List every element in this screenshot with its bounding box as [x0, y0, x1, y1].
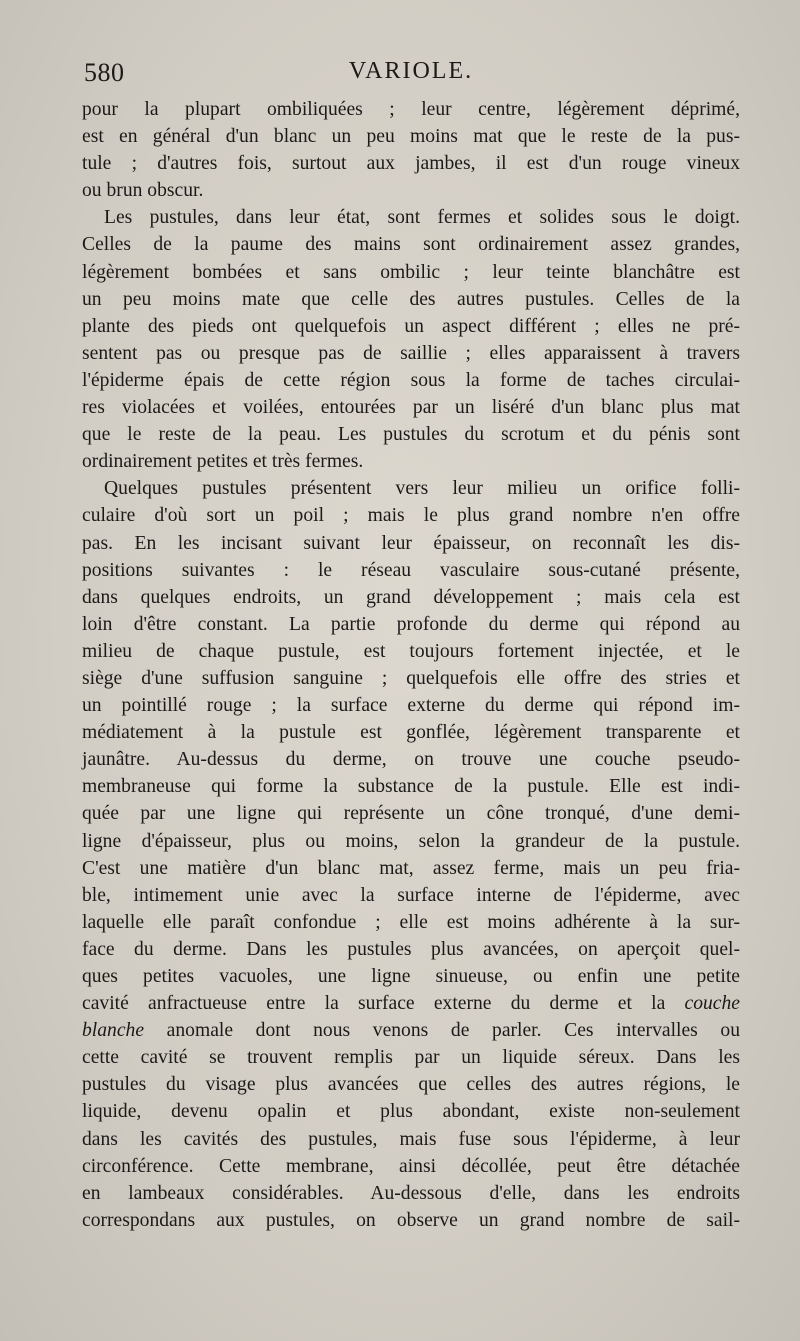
text-line: Les pustules, dans leur état, sont fermes et solides sous le doigt.: [104, 207, 740, 229]
text-line: siège d'une suffusion sanguine ; quelquefois elle offre des stries et: [82, 667, 740, 689]
text-line: dans quelques endroits, un grand développement ; mais cela est: [82, 586, 740, 608]
text-line: liquide, devenu opalin et plus abondant, existe non-seulement: [82, 1101, 740, 1123]
text-line: ou brun obscur.: [82, 180, 204, 202]
text-line: ques petites vacuoles, une ligne sinueuse, ou enfin une petite: [82, 966, 740, 987]
italic-term: couche: [684, 993, 740, 1015]
text-line: pour la plupart ombiliquées ; leur centre, légèrement déprimé,: [82, 99, 740, 120]
text-line: l'épiderme épais de cette région sous la forme de taches circulai-: [82, 369, 740, 391]
italic-term: blanche: [82, 1020, 145, 1042]
text-line: légèrement bombées et sans ombilic ; leur teinte blanchâtre est: [82, 261, 740, 283]
text-line: un pointillé rouge ; la surface externe du derme qui répond im-: [82, 695, 740, 717]
text-line: que le reste de la peau. Les pustules du scrotum et du pénis sont: [82, 424, 740, 446]
text-line: positions suivantes : le réseau vasculaire sous-cutané présente,: [82, 559, 740, 581]
text-line: plante des pieds ont quelquefois un aspect différent ; elles ne pré-: [82, 315, 740, 337]
text-line: est en général d'un blanc un peu moins mat que le reste de la pus-: [82, 126, 740, 148]
text-line: [82, 990, 740, 1017]
text-line: Quelques pustules présentent vers leur milieu un orifice folli-: [104, 478, 740, 500]
text-line: milieu de chaque pustule, est toujours fortement injectée, et le: [82, 640, 740, 662]
text-line: médiatement à la pustule est gonflée, légèrement transparente et: [82, 722, 740, 744]
text-line: ble, intimement unie avec la surface interne de l'épiderme, avec: [82, 884, 740, 906]
text-line: laquelle elle paraît confondue ; elle est moins adhérente à la sur-: [82, 911, 740, 933]
text-line: dans les cavités des pustules, mais fuse sous l'épiderme, à leur: [82, 1128, 740, 1150]
text-line: correspondans aux pustules, on observe un grand nombre de sail-: [82, 1209, 740, 1231]
text-line: culaire d'où sort un poil ; mais le plus grand nombre n'en offre: [82, 505, 740, 527]
text-line: Celles de la paume des mains sont ordinairement assez grandes,: [82, 234, 740, 256]
text-line: res violacées et voilées, entourées par un liséré d'un blanc plus mat: [82, 397, 740, 419]
text-line: pas. En les incisant suivant leur épaisseur, on reconnaît les dis-: [82, 532, 740, 554]
text-line: quée par une ligne qui représente un cône tronqué, d'une demi-: [82, 803, 740, 825]
page-header: [82, 58, 740, 96]
text-line: en lambeaux considérables. Au-dessous d'elle, dans les endroits: [82, 1182, 740, 1204]
text-line: tule ; d'autres fois, surtout aux jambes, il est d'un rouge vineux: [82, 153, 740, 175]
text-line: un peu moins mate que celle des autres pustules. Celles de la: [82, 288, 740, 310]
text-line: cette cavité se trouvent remplis par un liquide séreux. Dans les: [82, 1047, 740, 1069]
text-line: membraneuse qui forme la substance de la pustule. Elle est indi-: [82, 776, 740, 798]
running-title: VARIOLE.: [348, 58, 474, 84]
text-segment: anomale dont nous venons de parler. Ces intervalles ou: [166, 1020, 740, 1042]
body-text: [82, 96, 740, 1234]
text-line: ordinairement petites et très fermes.: [82, 451, 364, 473]
text-line: sentent pas ou presque pas de saillie ; elles apparaissent à travers: [82, 342, 740, 364]
text-line: pustules du visage plus avancées que celles des autres régions, le: [82, 1074, 740, 1096]
text-line: C'est une matière d'un blanc mat, assez ferme, mais un peu fria-: [82, 857, 740, 879]
text-line: loin d'être constant. La partie profonde du derme qui répond au: [82, 613, 740, 635]
text-line: circonférence. Cette membrane, ainsi décollée, peut être détachée: [82, 1155, 740, 1177]
text-line: ligne d'épaisseur, plus ou moins, selon la grandeur de la pustule.: [82, 830, 740, 852]
text-line: [82, 1017, 740, 1044]
text-line: jaunâtre. Au-dessus du derme, on trouve une couche pseudo-: [82, 749, 740, 771]
text-line: face du derme. Dans les pustules plus avancées, on aperçoit quel-: [82, 938, 740, 960]
text-segment: cavité anfractueuse entre la surface externe du derme et la: [82, 993, 666, 1015]
page-number: 580: [84, 58, 125, 87]
